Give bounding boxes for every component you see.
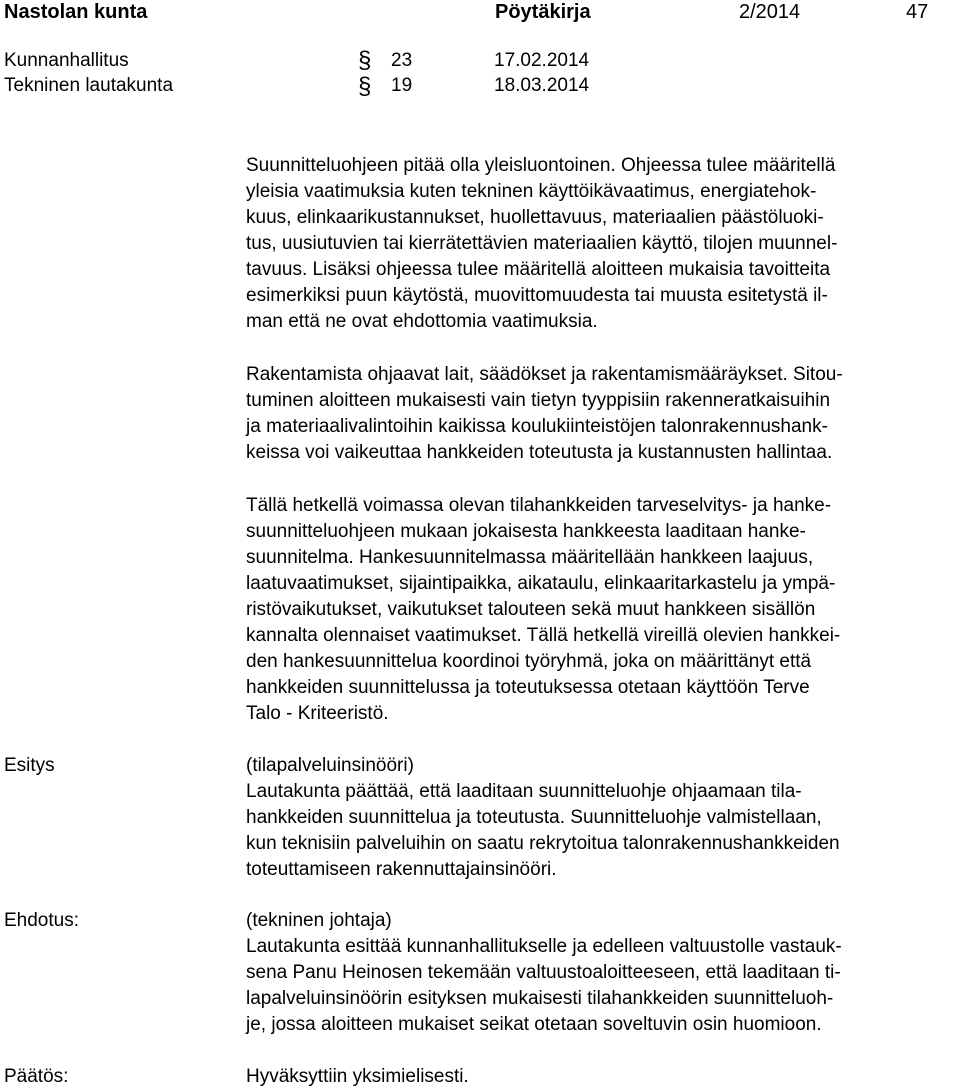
page-number: 47 xyxy=(906,1,929,23)
section-line: hankkeiden suunnittelua ja toteutusta. Suunnitteluohje valmistellaan, xyxy=(246,807,822,828)
paragraph-line: Suunnitteluohjeen pitää olla yleisluontoinen. Ohjeessa tulee määritellä xyxy=(246,155,836,176)
paragraph-line: Talo - Kriteeristö. xyxy=(246,703,389,724)
paragraph-line: Rakentamista ohjaavat lait, säädökset ja rakentamismääräykset. Sitou- xyxy=(246,364,843,385)
section-body-esitys xyxy=(246,753,960,883)
meta-body-2: Tekninen lautakunta xyxy=(4,75,174,96)
paragraph-line: ristövaikutukset, vaikutukset talouteen sekä muut hankkeen sisällön xyxy=(246,599,816,620)
meta-date-1: 17.02.2014 xyxy=(494,50,590,71)
paragraph-line: suunnitelma. Hankesuunnitelmassa määritellään hankkeen laajuus, xyxy=(246,547,814,568)
paragraph-line: kannalta olennaiset vaatimukset. Tällä hetkellä vireillä olevien hankkei- xyxy=(246,625,841,646)
section-line: lapalveluinsinöörin esityksen mukaisesti tilahankkeiden suunnitteluoh- xyxy=(246,988,834,1009)
paragraph-line: hankkeiden suunnittelussa ja toteutuksessa otetaan käyttöön Terve xyxy=(246,677,810,698)
paragraph-2 xyxy=(246,362,960,466)
paragraph-line: den hankesuunnittelua koordinoi työryhmä, joka on määrittänyt että xyxy=(246,651,812,672)
section-label-paatos: Päätös: xyxy=(4,1066,69,1087)
issue-number: 2/2014 xyxy=(739,1,801,23)
section-label-ehdotus: Ehdotus: xyxy=(4,910,79,931)
paragraph-3 xyxy=(246,493,960,727)
paragraph-line: ja materiaalivalintoihin kaikissa koulukiinteistöjen talonrakennushank- xyxy=(246,416,828,437)
paragraph-line: kuus, elinkaarikustannukset, huollettavuus, materiaalien päästöluoki- xyxy=(246,207,824,228)
municipality-name: Nastolan kunta xyxy=(4,1,148,23)
section-symbol-icon: § xyxy=(358,47,372,74)
paragraph-line: keissa voi vaikeuttaa hankkeiden toteutusta ja kustannusten hallintaa. xyxy=(246,442,833,463)
paragraph-line: yleisia vaatimuksia kuten tekninen käyttöikävaatimus, energiatehok- xyxy=(246,181,817,202)
section-label-esitys: Esitys xyxy=(4,755,55,776)
paragraph-line: tavuus. Lisäksi ohjeessa tulee määritellä aloitteen mukaisia tavoitteita xyxy=(246,259,831,280)
meta-date-2: 18.03.2014 xyxy=(494,75,590,96)
section-line: sena Panu Heinosen tekemään valtuustoaloitteeseen, että laaditaan ti- xyxy=(246,962,841,983)
meta-body-1: Kunnanhallitus xyxy=(4,50,129,71)
section-line: je, jossa aloitteen mukaiset seikat otetaan soveltuvin osin huomioon. xyxy=(246,1014,822,1035)
meta-section-2: 19 xyxy=(391,75,413,96)
section-line: kun teknisiin palveluihin on saatu rekrytoitua talonrakennushankkeiden xyxy=(246,833,840,854)
paragraph-line: tus, uusiutuvien tai kierrätettävien materiaalien käyttö, tilojen muunnel- xyxy=(246,233,838,254)
section-body-ehdotus xyxy=(246,908,960,1038)
section-body-paatos xyxy=(246,1064,960,1090)
paragraph-line: laatuvaatimukset, sijaintipaikka, aikataulu, elinkaaritarkastelu ja ympä- xyxy=(246,573,836,594)
paragraph-line: man että ne ovat ehdottomia vaatimuksia. xyxy=(246,311,598,332)
paragraph-1 xyxy=(246,153,960,335)
meta-section-1: 23 xyxy=(391,50,413,71)
paragraph-line: suunnitteluohjeen mukaan jokaisesta hankkeesta laaditaan hanke- xyxy=(246,521,806,542)
section-line: Hyväksyttiin yksimielisesti. xyxy=(246,1066,469,1087)
section-line: Lautakunta esittää kunnanhallitukselle ja edelleen valtuustolle vastauk- xyxy=(246,936,842,957)
paragraph-line: Tällä hetkellä voimassa olevan tilahankkeiden tarveselvitys- ja hanke- xyxy=(246,495,832,516)
section-line: (tilapalveluinsinööri) xyxy=(246,755,414,776)
section-symbol-icon: § xyxy=(358,73,372,100)
document-type: Pöytäkirja xyxy=(495,1,591,23)
section-line: Lautakunta päättää, että laaditaan suunnitteluohje ohjaamaan tila- xyxy=(246,781,802,802)
paragraph-line: tuminen aloitteen mukaisesti vain tietyn tyyppisiin rakenneratkaisuihin xyxy=(246,390,831,411)
section-line: (tekninen johtaja) xyxy=(246,910,392,931)
paragraph-line: esimerkiksi puun käytöstä, muovittomuudesta tai muusta esitetystä il- xyxy=(246,285,828,306)
section-line: toteuttamiseen rakennuttajainsinööri. xyxy=(246,859,557,880)
